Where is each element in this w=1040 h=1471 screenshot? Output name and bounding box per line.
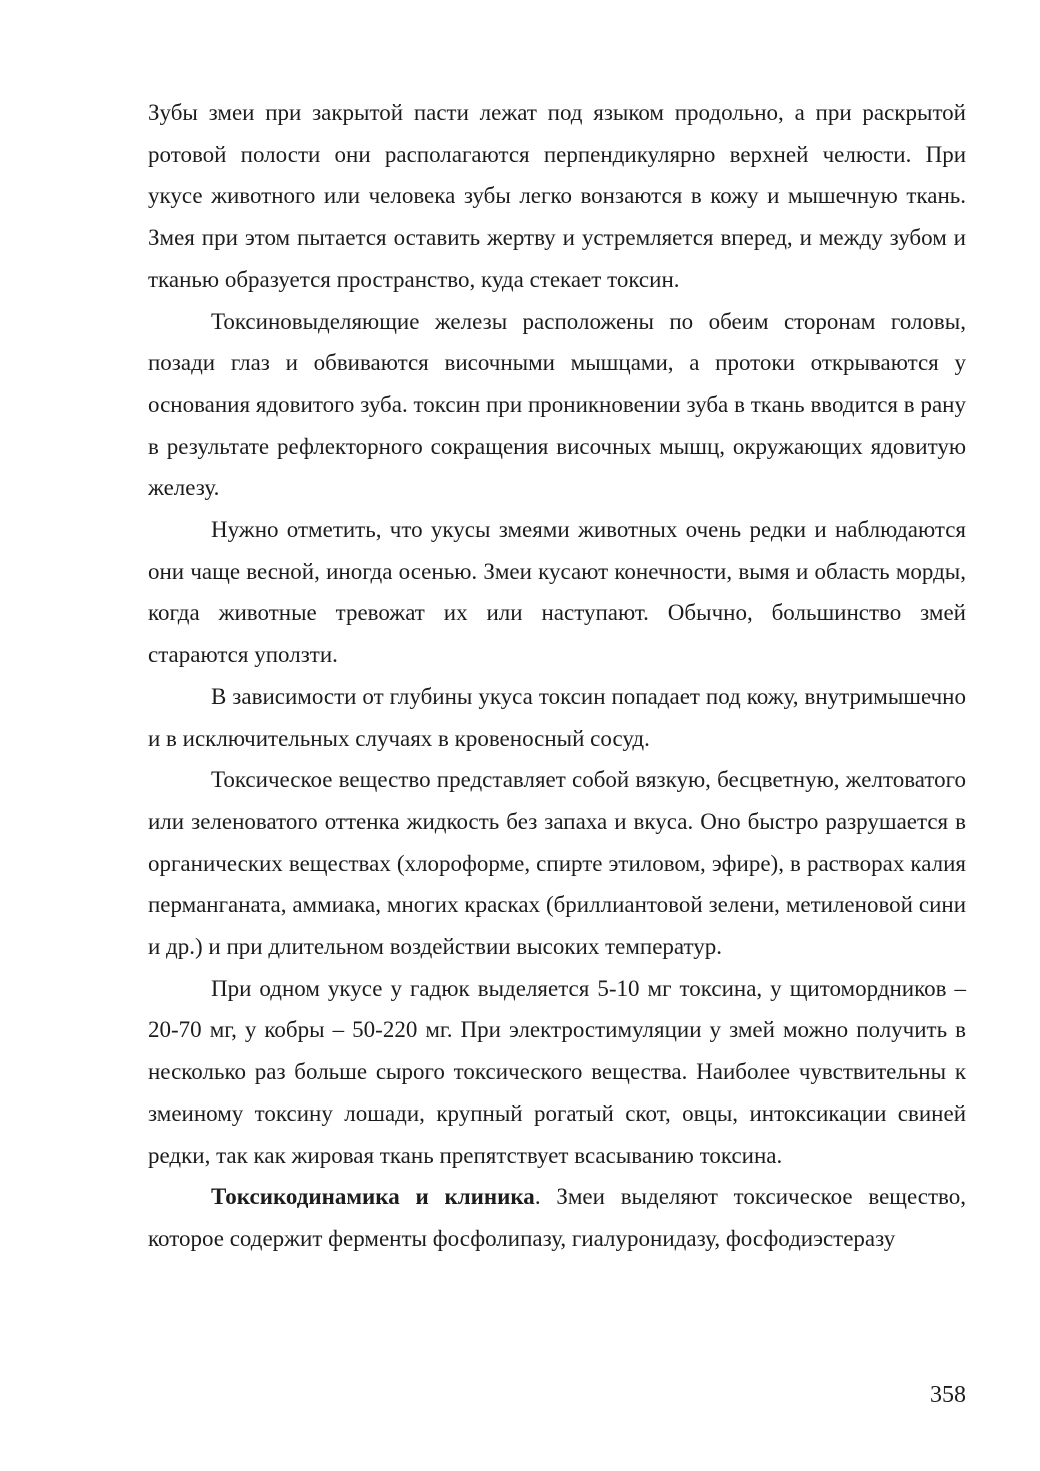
- paragraph-5: [148, 759, 966, 968]
- page-number: 358: [930, 1382, 966, 1408]
- paragraph-4-text: В зависимости от глубины укуса токсин попадает под кожу, внутримышечно и в исключительных случаях в кровеносный сосуд.: [148, 683, 966, 751]
- paragraph-2: [148, 301, 966, 510]
- paragraph-4: [148, 676, 966, 759]
- paragraph-7-text: . Змеи выделяют токсическое вещество, которое содержит ферменты фосфолипазу, гиалуронидазу, фосфодиэстеразу: [148, 1184, 966, 1251]
- paragraph-3-text: Нужно отметить, что укусы змеями животных очень редки и наблюдаются они чаще весной, иногда осенью. Змеи кусают конечности, вымя и область морды, когда животные тревожат их или наступают. Обычно, большинство змей стараются уползти.: [148, 517, 966, 668]
- page-body: [148, 92, 966, 1260]
- section-heading-toxicodynamics: Токсикодинамика и клиника: [211, 1184, 535, 1210]
- paragraph-6: [148, 968, 966, 1177]
- paragraph-2-text: Токсиновыделяющие железы расположены по обеим сторонам головы, позади глаз и обвиваются височными мышцами, а протоки открываются у основания ядовитого зуба. токсин при проникновении зуба в ткань вводится в рану в результате рефлекторного сокращения височных мышц, окружающих ядовитую железу.: [148, 308, 966, 501]
- paragraph-1: [148, 92, 966, 301]
- paragraph-5-text: Токсическое вещество представляет собой вязкую, бесцветную, желтоватого или зеленоватого оттенка жидкость без запаха и вкуса. Оно быстро разрушается в органических веществах (хлороформе, спирте этиловом, эфире), в растворах калия перманганата, аммиака, многих красках (бриллиантовой зелени, метиленовой сини и др.) и при длительном воздействии высоких температур.: [148, 767, 966, 960]
- paragraph-7: [148, 1176, 966, 1259]
- paragraph-6-text: При одном укусе у гадюк выделяется 5-10 мг токсина, у щитомордников – 20-70 мг, у кобры – 50-220 мг. При электростимуляции у змей можно получить в несколько раз больше сырого токсического вещества. Наиболее чувствительны к змеиному токсину лошади, крупный рогатый скот, овцы, интоксикации свиней редки, так как жировая ткань препятствует всасыванию токсина.: [148, 975, 966, 1168]
- paragraph-3: [148, 509, 966, 676]
- paragraph-1-text: Зубы змеи при закрытой пасти лежат под языком продольно, а при раскрытой ротовой полости они располагаются перпендикулярно верхней челюсти. При укусе животного или человека зубы легко вонзаются в кожу и мышечную ткань. Змея при этом пытается оставить жертву и устремляется вперед, и между зубом и тканью образуется пространство, куда стекает токсин.: [148, 100, 966, 292]
